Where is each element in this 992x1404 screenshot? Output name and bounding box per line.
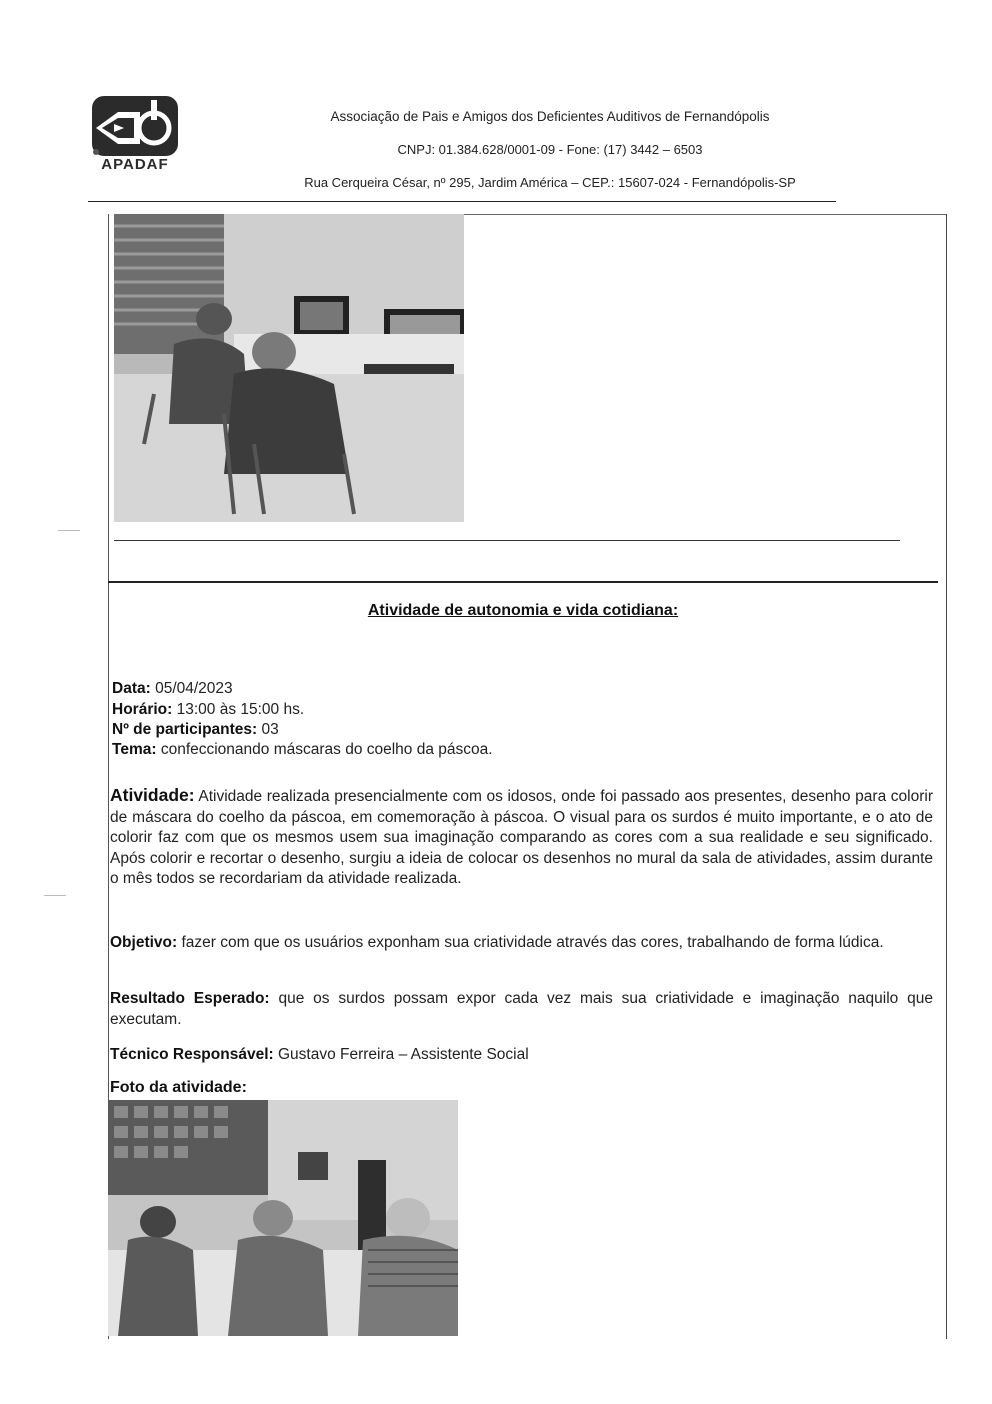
address: Rua Cerqueira César, nº 295, Jardim América – CEP.: 15607-024 - Fernandópolis-SP [304, 175, 796, 190]
cnpj-phone: CNPJ: 01.384.628/0001-09 - Fone: (17) 3442 – 6503 [397, 142, 703, 157]
section-title: Atividade de autonomia e vida cotidiana: [367, 602, 679, 619]
participants-value: 03 [257, 721, 279, 738]
date-line [112, 680, 233, 698]
date-label: Data: [112, 680, 151, 697]
photo-caption-label: Foto da atividade: [110, 1079, 247, 1096]
theme-label: Tema: [112, 741, 157, 758]
expected-result-paragraph [110, 989, 933, 1030]
participants-line [112, 721, 279, 739]
technician-line [110, 1045, 933, 1066]
expected-result-label: Resultado Esperado: [110, 990, 270, 1007]
organization-name: Associação de Pais e Amigos dos Deficientes Auditivos de Fernandópolis [330, 109, 770, 124]
frame-right-border [946, 214, 947, 1339]
time-line [112, 701, 304, 719]
objective-paragraph [110, 933, 933, 954]
photo-computer-class [114, 214, 464, 522]
separator-line [114, 540, 900, 541]
time-value: 13:00 às 15:00 hs. [172, 701, 305, 718]
activity-text: Atividade realizada presencialmente com os idosos, onde foi passado aos presentes, desenho para colorir de máscara do coelho da páscoa, em comemoração à páscoa. O visual para os surdos é muito importante, e o ato de colorir faz com que os mesmos usem sua imaginação comparando as cores com a sua realidade e seu significado. Após colorir e recortar o desenho, surgiu a ideia de colocar os desenhos no mural da sala de atividades, assim durante o mês todos se recordariam da atividade realizada. [110, 788, 933, 887]
time-label: Horário: [112, 701, 173, 718]
frame-top-border [462, 214, 946, 215]
scan-mark [44, 895, 66, 896]
date-value: 05/04/2023 [150, 680, 233, 697]
technician-name: Gustavo Ferreira – Assistente Social [273, 1046, 529, 1063]
expected-result-text: que os surdos possam expor cada vez mais sua criatividade e imaginação naquilo que executam. [110, 990, 934, 1028]
scan-mark [58, 530, 80, 531]
logo-text: APADAF [101, 156, 169, 173]
header-rule [88, 201, 836, 202]
activity-paragraph [110, 785, 933, 890]
theme-line [112, 741, 493, 759]
technician-label: Técnico Responsável: [110, 1046, 274, 1063]
theme-value: confeccionando máscaras do coelho da páscoa. [156, 741, 493, 758]
separator-line-bold [108, 581, 938, 583]
activity-label: Atividade: [110, 785, 195, 805]
photo-activity [108, 1100, 458, 1336]
objective-text: fazer com que os usuários exponham sua criatividade através das cores, trabalhando de forma lúdica. [177, 934, 884, 951]
apadaf-logo [88, 94, 182, 178]
objective-label: Objetivo: [110, 934, 178, 951]
participants-label: Nº de participantes: [112, 721, 258, 738]
